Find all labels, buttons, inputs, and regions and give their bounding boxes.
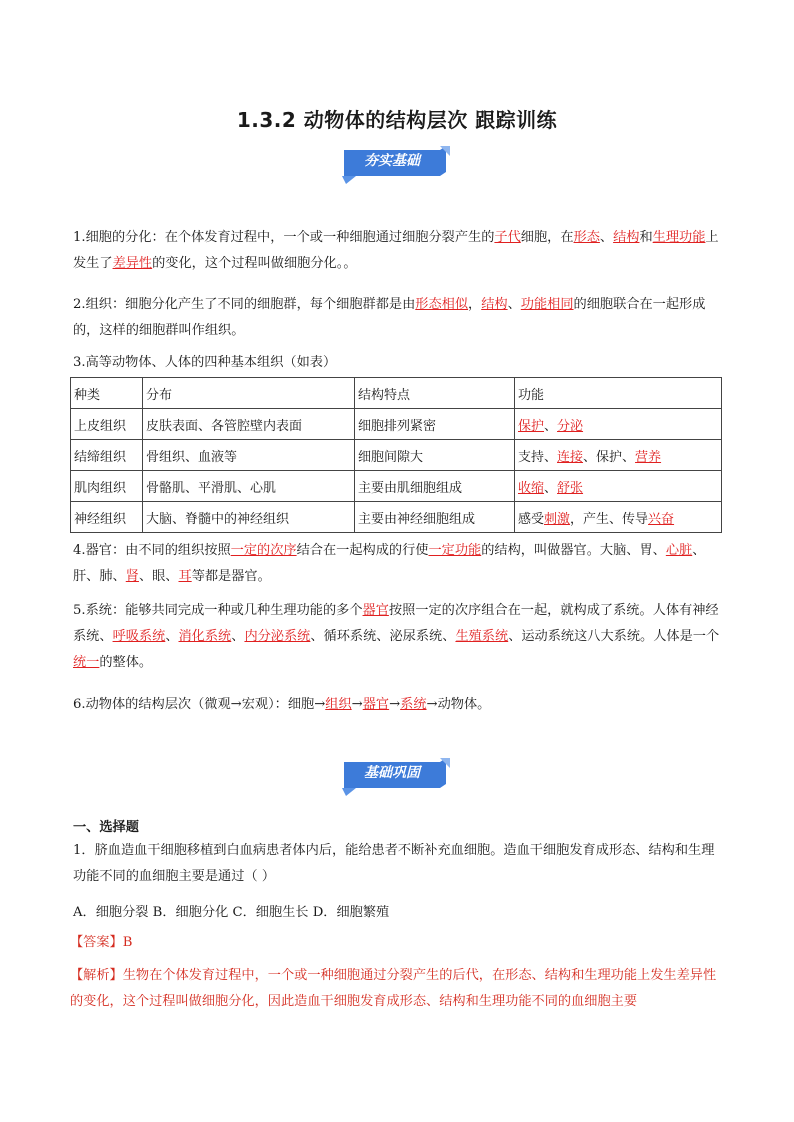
paragraph-tissue: [73, 292, 723, 344]
table-cell: [515, 502, 722, 533]
table-row: [71, 502, 722, 533]
paragraph-hierarchy: [73, 692, 723, 718]
section-banner-consolidation: [342, 758, 452, 798]
answer-blank: 统一: [73, 655, 100, 670]
tissue-table: [70, 377, 722, 533]
table-row: [71, 409, 722, 440]
text: ，产生、传导: [570, 511, 649, 527]
answer-blank: 子代: [494, 230, 521, 245]
table-cell: [515, 440, 722, 471]
answer-blank: 消化系统: [178, 629, 232, 644]
text: 、运动系统这八大系统。人体是一个: [508, 629, 720, 644]
answer-blank: 结构: [481, 297, 508, 312]
answer-blank: 差异性: [112, 256, 153, 271]
text: 和: [639, 230, 653, 245]
text: 的结构，叫做器官。大脑、胃、: [481, 543, 666, 558]
paragraph-table-intro: 3.高等动物体、人体的四种基本组织（如表）: [73, 355, 337, 370]
text: ，: [468, 297, 482, 312]
table-cell: 细胞排列紧密: [355, 409, 515, 440]
text: 细胞，在: [520, 230, 574, 245]
text: 按照一定的次序组合在一起，就构成了系统。人体有神经系统、: [73, 603, 719, 644]
text: 结合在一起构成的行使: [296, 543, 429, 558]
answer-blank: 舒张: [557, 480, 584, 496]
text: 6.动物体的结构层次（微观→宏观）：细胞→: [73, 697, 326, 712]
question-1-stem: 1．脐血造血干细胞移植到白血病患者体内后，能给患者不断补充血细胞。造血干细胞发育成形态、结构和生理功能不同的血细胞主要是通过（ ）: [73, 843, 715, 884]
answer-blank: 肾: [125, 569, 139, 584]
section-banner-basics: [342, 146, 452, 186]
answer-blank: 收缩: [518, 480, 545, 496]
question-1-answer: 【答案】B: [70, 935, 133, 950]
table-cell: [515, 409, 722, 440]
text: 、: [544, 418, 558, 434]
text: 、: [231, 629, 245, 644]
answer-blank: 兴奋: [648, 511, 675, 527]
answer-blank: 连接: [557, 449, 584, 465]
answer-blank: 形态: [573, 230, 600, 245]
text: 的变化，这个过程叫做细胞分化。。: [152, 256, 357, 271]
text: 、: [507, 297, 521, 312]
text: →动物体。: [426, 697, 491, 712]
section-heading-choice: 一、选择题: [73, 820, 139, 835]
text: 、肝、肺、: [73, 543, 706, 584]
text: 支持、: [518, 449, 558, 465]
answer-blank: 分泌: [557, 418, 584, 434]
table-header-cell: 种类: [71, 378, 143, 409]
text: 感受: [518, 511, 545, 527]
answer-blank: 组织: [325, 697, 352, 712]
paragraph-cell-differentiation: [73, 225, 723, 277]
answer-blank: 系统: [400, 697, 427, 712]
text: 的整体。: [99, 655, 153, 670]
table-cell: 骨骼肌、平滑肌、心肌: [143, 471, 355, 502]
answer-blank: 耳: [178, 569, 192, 584]
text: 上发生了: [73, 230, 719, 271]
table-cell: 大脑、脊髓中的神经组织: [143, 502, 355, 533]
page-title: 1.3.2 动物体的结构层次 跟踪训练: [236, 108, 558, 132]
table-header-cell: 分布: [143, 378, 355, 409]
table-cell: 主要由肌细胞组成: [355, 471, 515, 502]
text: 、: [544, 480, 558, 496]
answer-blank: 一定的次序: [230, 543, 297, 558]
table-row: [71, 440, 722, 471]
analysis-label: 【解析】: [70, 968, 123, 983]
table-cell: 主要由神经细胞组成: [355, 502, 515, 533]
text: 、: [599, 230, 614, 245]
answer-blank: 形态相似: [415, 297, 469, 312]
table-cell: 神经组织: [71, 502, 143, 533]
table-header-cell: 功能: [515, 378, 722, 409]
text: 、保护、: [583, 449, 636, 465]
text: →: [351, 697, 363, 712]
text: 1.细胞的分化：在个体发育过程中，一个或一种细胞通过细胞分裂产生的: [73, 230, 495, 245]
question-1-analysis: [70, 963, 724, 1015]
text: 等都是器官。: [191, 569, 271, 584]
table-header-row: [71, 378, 722, 409]
answer-blank: 心脏: [665, 543, 693, 558]
answer-blank: 结构: [613, 230, 640, 245]
answer-blank: 呼吸系统: [112, 629, 166, 644]
paragraph-organ: [73, 538, 723, 590]
answer-blank: 器官: [362, 697, 390, 712]
table-header-cell: 结构特点: [355, 378, 515, 409]
answer-blank: 内分泌系统: [244, 629, 311, 644]
table-cell: 骨组织、血液等: [143, 440, 355, 471]
text: 5.系统：能够共同完成一种或几种生理功能的多个: [73, 603, 363, 618]
paragraph-system: [73, 598, 723, 676]
table-cell: 结缔组织: [71, 440, 143, 471]
answer-blank: 保护: [518, 418, 545, 434]
table-cell: [515, 471, 722, 502]
text: 、眼、: [138, 569, 179, 584]
answer-blank: 营养: [635, 449, 662, 465]
answer-blank: 器官: [362, 603, 389, 618]
answer-blank: 功能相同: [520, 297, 574, 312]
table-row: [71, 471, 722, 502]
text: 的细胞联合在一起形成的，这样的细胞群叫作组织。: [73, 297, 706, 338]
text: 2.组织：细胞分化产生了不同的细胞群，每个细胞群都是由: [73, 297, 416, 312]
table-cell: 细胞间隙大: [355, 440, 515, 471]
answer-blank: 一定功能: [428, 543, 482, 558]
analysis-text: 生物在个体发育过程中，一个或一种细胞通过分裂产生的后代，在形态、结构和生理功能上发生差异性的变化，这个过程叫做细胞分化，因此造血干细胞发育成形态、结构和生理功能不同的血细胞主要: [70, 968, 717, 1009]
table-cell: 上皮组织: [71, 409, 143, 440]
question-1-options: A．细胞分裂 B．细胞分化 C．细胞生长 D．细胞繁殖: [73, 905, 390, 920]
banner-label: 基础巩固: [364, 765, 420, 781]
answer-blank: 生理功能: [652, 230, 706, 245]
table-cell: 肌肉组织: [71, 471, 143, 502]
answer-blank: 刺激: [544, 511, 571, 527]
table-cell: 皮肤表面、各管腔壁内表面: [143, 409, 355, 440]
banner-label: 夯实基础: [364, 153, 420, 169]
text: →: [389, 697, 401, 712]
text: 4.器官：由不同的组织按照: [73, 543, 231, 558]
text: 、: [165, 629, 179, 644]
text: 、循环系统、泌尿系统、: [310, 629, 456, 644]
answer-blank: 生殖系统: [455, 629, 509, 644]
